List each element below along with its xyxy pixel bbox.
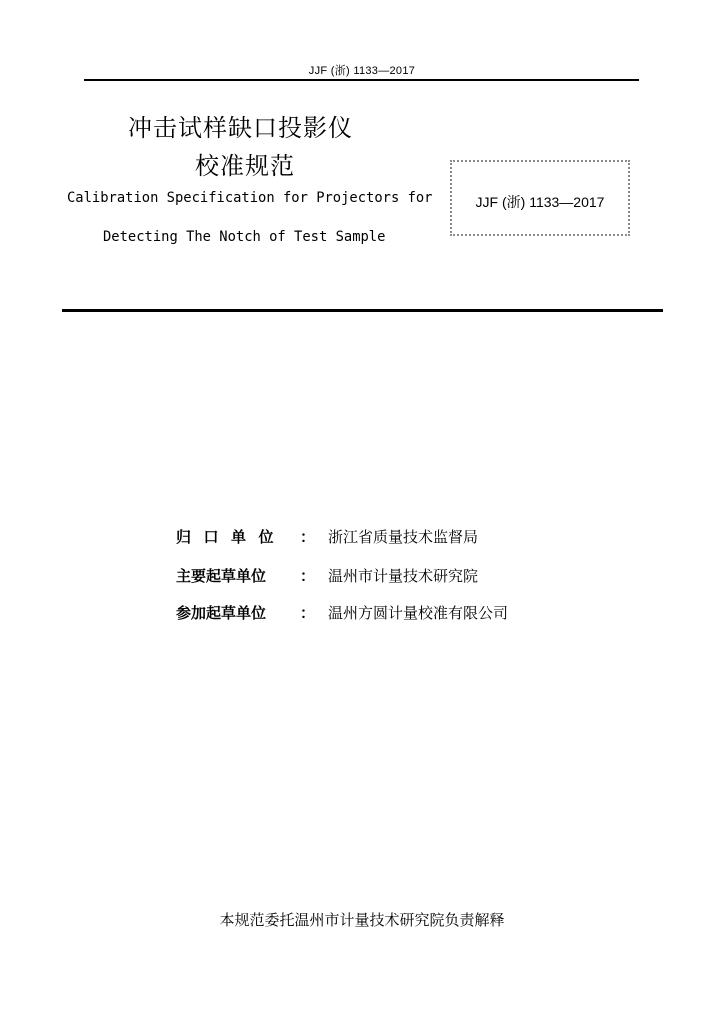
standard-code-box-text: JJF (浙) 1133—2017 — [475, 194, 605, 210]
info-value: 浙江省质量技术监督局 — [328, 528, 479, 546]
info-colon: ： — [300, 604, 316, 622]
info-label: 参加起草单位 — [176, 604, 267, 622]
info-row-participating-unit — [0, 602, 724, 624]
interpretation-note: 本规范委托温州市计量技术研究院负责解释 — [219, 911, 505, 929]
info-colon: ： — [300, 528, 316, 546]
title-chinese-line-1: 冲击试样缺口投影仪 — [128, 114, 353, 142]
info-row-responsible-unit — [0, 526, 724, 548]
info-label: 主要起草单位 — [176, 567, 267, 585]
info-label: 归口单位 — [176, 528, 287, 546]
standard-code-box — [450, 160, 630, 236]
header-standard-code: JJF (浙) 1133—2017 — [308, 65, 416, 77]
section-divider — [62, 309, 663, 312]
header-rule — [84, 79, 639, 81]
info-colon: ： — [300, 567, 316, 585]
info-row-main-drafting-unit — [0, 565, 724, 587]
info-value: 温州方圆计量校准有限公司 — [328, 604, 509, 622]
title-chinese-line-2: 校准规范 — [195, 152, 295, 180]
info-value: 温州市计量技术研究院 — [328, 567, 479, 585]
title-english-line-1: Calibration Specification for Projectors for — [67, 190, 433, 206]
title-english-line-2: Detecting The Notch of Test Sample — [103, 229, 386, 245]
